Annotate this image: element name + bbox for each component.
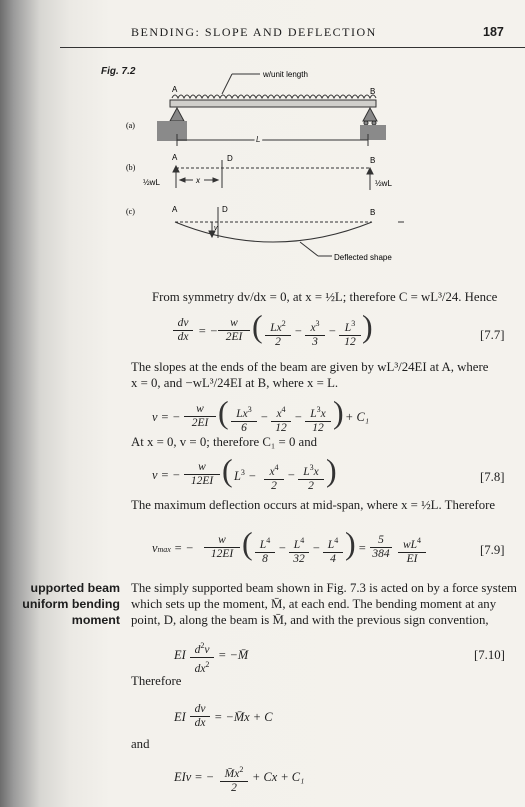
point-a-label-b: A (172, 153, 178, 162)
span-label: L (256, 135, 261, 144)
paragraph-max-deflection: The maximum deflection occurs at mid-span, where x = ½L. Therefore (131, 498, 496, 512)
point-b-label-c: B (370, 208, 376, 217)
point-b-label-b: B (370, 156, 376, 165)
equation-number-7-9: [7.9] (480, 543, 505, 557)
distributed-load-curve (172, 95, 376, 98)
point-d-label-b: D (227, 154, 233, 163)
point-a-label-c: A (172, 205, 178, 214)
deflected-shape-label: Deflected shape (334, 253, 392, 262)
equation-slope-moment-rhs: = −M̄x + C (214, 710, 273, 724)
point-a-label: A (172, 85, 178, 94)
paragraph-uniform-bending-2: which sets up the moment, M̄, at each end. The bending moment at any (131, 597, 497, 611)
equation-number-7-10: [7.10] (474, 648, 505, 662)
point-d-label-c: D (222, 205, 228, 214)
beam-body (170, 100, 376, 107)
equation-number-7-8: [7.8] (480, 470, 505, 484)
paragraph-end-slopes-2: x = 0, and −wL³/24EI at B, where x = L. (131, 376, 339, 390)
paragraph-uniform-bending-3: point, D, along the beam is M̄, and with the previous sign convention, (131, 613, 489, 627)
text-therefore: Therefore (131, 674, 182, 688)
figure-label: Fig. 7.2 (101, 66, 136, 77)
running-header: BENDING: SLOPE AND DEFLECTION (131, 25, 377, 39)
paragraph-end-slopes-1: The slopes at the ends of the beam are given by wL³/24EI at A, where (131, 360, 489, 374)
v-label: v (214, 225, 218, 232)
deflected-shape-curve (175, 222, 372, 242)
ground-left (157, 121, 187, 141)
load-label: w/unit length (263, 70, 308, 79)
roller-support-right (363, 108, 377, 121)
beam-diagram-b (173, 160, 373, 190)
x-label: x (196, 176, 200, 185)
load-leader-line (222, 74, 232, 94)
margin-heading-line-3: moment (71, 613, 120, 627)
margin-heading-line-1: upported beam (30, 581, 120, 595)
text-and: and (131, 737, 150, 751)
beam-figure (0, 0, 525, 300)
paragraph-uniform-bending-1: The simply supported beam shown in Fig. 7.3 is acted on by a force system (131, 581, 517, 595)
deflected-leader-line (300, 242, 318, 256)
equation-number-7-7: [7.7] (480, 328, 505, 342)
equation-constant-tail: + C₁ (345, 410, 370, 424)
equation-deflection-moment-tail: + Cx + C₁ (252, 770, 305, 784)
part-b-label: (b) (126, 163, 136, 172)
margin-heading-line-2: uniform bending (22, 597, 120, 611)
pin-support-left (170, 108, 184, 121)
book-page: BENDING: SLOPE AND DEFLECTION 187 Fig. 7.2 A B w/unit length L (a) A D B x ½wL ½wL (b) A D B v Deflected shape (c) From symmetry dv/dx = 0, at x = ½L; therefore C = wL³/24. Hence $\frac{dv}{dx}$ = − $\frac{w}{2EI}$ ( $\frac{Lx^2}{2}$ − $\frac{x^3}{3}$ − $\frac{L^3}{12}$ ) [7.7] The slopes at the ends of the beam are given by wL³/24EI at A, where x = 0, and −wL³/24EI at B, where x = L. v = − $\frac{w}{2EI}$ ( $\frac{Lx^3}{6}$ − $\frac{x^4}{12}$ − $\frac{L^3x}{12}$ ) + C₁ At x = 0, v = 0; therefore C₁ = 0 and v = − $\frac{w}{12EI}$ ( $L^3$ − $\frac{x^4}{2}$ − $\frac{L^3x}{2}$ ) [7.8] The maximum deflection occurs at mid-span, where x = ½L. Therefore vmax = − $\frac{w}{12EI}$ ( $\frac{L^4}{8}$ − $\frac{L^4}{32}$ − $\frac{L^4}{4}$ ) = $\frac{5}{384}$ $\frac{wL^4}{EI}$ [7.9] upported beam uniform bending moment The simply supported beam shown in Fig. 7.3 is acted on by a force system which sets up the moment, M̄, at each end. The bending moment at any point, D, along the beam is M̄, and with the previous sign convention, EI $\frac{d^2v}{dx^2}$ = −M̄ [7.10] Therefore EI $\frac{dv}{dx}$ = −M̄x + C and EIv = − $\frac{M̄x^2}{2}$ + Cx + C₁ (0, 0, 525, 807)
part-c-label: (c) (126, 207, 135, 216)
page-number: 187 (483, 25, 504, 39)
paragraph-boundary: At x = 0, v = 0; therefore C₁ = 0 and (131, 435, 318, 449)
reaction-left-label: ½wL (143, 178, 160, 187)
beam-diagram-a (157, 74, 386, 146)
paragraph-symmetry: From symmetry dv/dx = 0, at x = ½L; therefore C = wL³/24. Hence (152, 290, 498, 304)
part-a-label: (a) (126, 121, 135, 130)
reaction-right-label: ½wL (375, 179, 392, 188)
ground-right (360, 125, 386, 140)
point-b-label: B (370, 87, 376, 96)
